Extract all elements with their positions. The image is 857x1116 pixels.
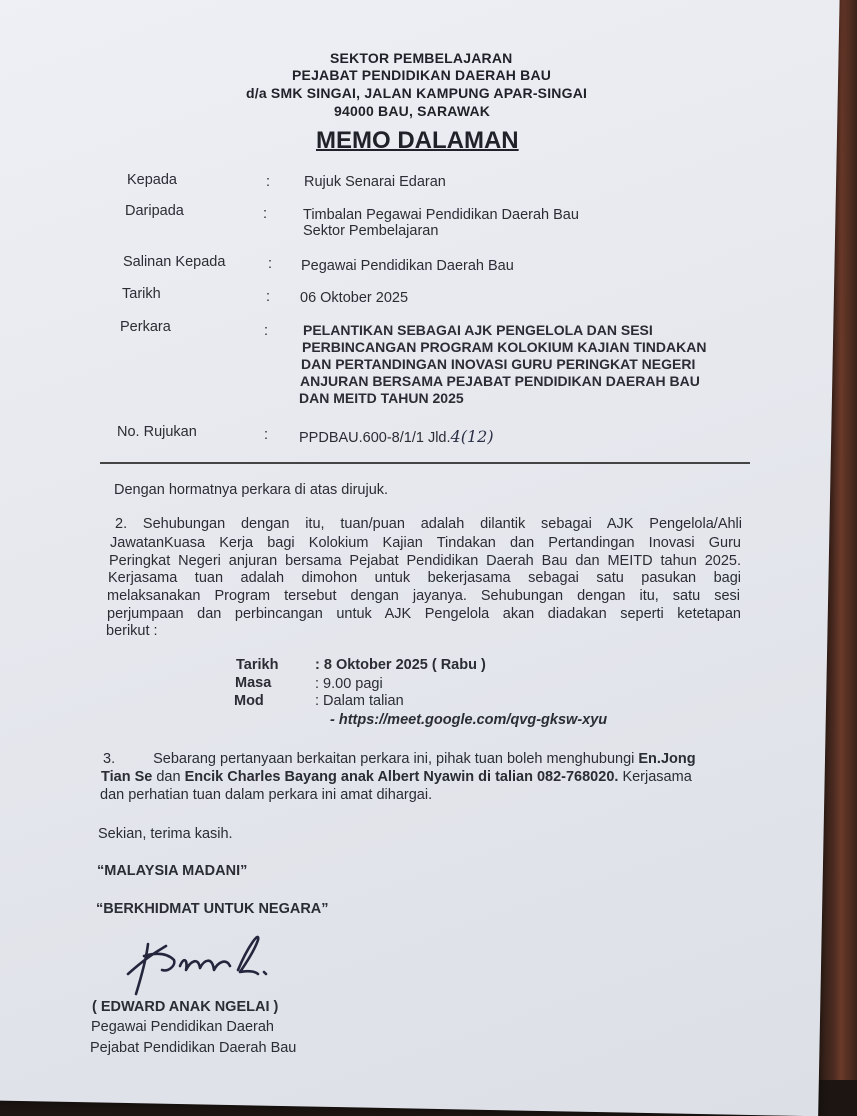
para3-contact-1b: Tian Se [101, 769, 153, 785]
para3-line-2 [101, 768, 692, 787]
header-line-2: PEJABAT PENDIDIKAN DAERAH BAU [292, 67, 552, 83]
signer-name: ( EDWARD ANAK NGELAI ) [92, 999, 279, 1015]
para2-line-6: perjumpaan dan perbincangan untuk AJK Pengelola akan diadakan seperti ketetapan [107, 606, 741, 622]
schedule-masa-label: Masa [235, 675, 272, 691]
daripada-value-2: Sektor Pembelajaran [303, 223, 439, 239]
para2-line-4: Kerjasama tuan adalah dimohon untuk bekerjasama sebagai satu pasukan bagi [108, 570, 741, 586]
salutation: Dengan hormatnya perkara di atas dirujuk. [114, 482, 389, 498]
para3-text-3: Kerjasama [618, 769, 692, 785]
tarikh-value: 06 Oktober 2025 [300, 290, 409, 306]
para2-line-2: JawatanKuasa Kerja bagi Kolokium Kajian Tindakan dan Pertandingan Inovasi Guru [110, 535, 741, 551]
schedule-mod-label: Mod [234, 693, 264, 709]
salinan-colon: : [268, 256, 273, 272]
signer-title-2: Pejabat Pendidikan Daerah Bau [90, 1040, 297, 1056]
perkara-colon: : [264, 323, 269, 339]
signature [118, 926, 278, 996]
schedule-mod-value: : Dalam talian [315, 693, 404, 709]
perkara-line-5: DAN MEITD TAHUN 2025 [299, 390, 464, 406]
perkara-line-1: PELANTIKAN SEBAGAI AJK PENGELOLA DAN SESI [303, 322, 653, 338]
para2-line-5: melaksanakan Program tersebut dengan jayanya. Sehubungan dengan itu, satu sesi [107, 588, 740, 604]
schedule-tarikh-value: : 8 Oktober 2025 ( Rabu ) [315, 657, 486, 673]
para2-line-3: Peringkat Negeri anjuran bersama Pejabat Pendidikan Daerah Bau dan MEITD tahun 2025. [109, 553, 741, 569]
rujukan-value [299, 427, 494, 446]
perkara-label: Perkara [120, 319, 171, 335]
salinan-value: Pegawai Pendidikan Daerah Bau [301, 258, 514, 274]
motto-malaysia-madani: “MALAYSIA MADANI” [97, 863, 248, 879]
closing: Sekian, terima kasih. [98, 826, 233, 842]
kepada-value: Rujuk Senarai Edaran [304, 174, 446, 190]
rujukan-handwritten: 4(12) [450, 427, 494, 446]
perkara-line-4: ANJURAN BERSAMA PEJABAT PENDIDIKAN DAERAH BAU [300, 373, 700, 389]
kepada-colon: : [266, 174, 271, 190]
schedule-masa-value: : 9.00 pagi [315, 676, 383, 692]
para3-line-1 [103, 750, 748, 769]
perkara-line-2: PERBINCANGAN PROGRAM KOLOKIUM KAJIAN TINDAKAN [302, 339, 707, 355]
para3-text-1: Sebarang pertanyaan berkaitan perkara ini, pihak tuan boleh menghubungi [153, 751, 639, 767]
schedule-tarikh-label: Tarikh [236, 657, 279, 673]
daripada-value-1: Timbalan Pegawai Pendidikan Daerah Bau [303, 207, 579, 223]
tarikh-label: Tarikh [122, 286, 161, 302]
perkara-line-3: DAN PERTANDINGAN INOVASI GURU PERINGKAT NEGERI [301, 356, 696, 372]
signer-title-1: Pegawai Pendidikan Daerah [91, 1019, 274, 1035]
daripada-colon: : [263, 206, 268, 222]
daripada-label: Daripada [125, 203, 184, 219]
para3-contact-1a: En.Jong [638, 751, 696, 767]
para3-contact-2: Encik Charles Bayang anak Albert Nyawin di talian 082-768020. [184, 769, 619, 785]
para2-line-1: 2. Sehubungan dengan itu, tuan/puan adalah dilantik sebagai AJK Pengelola/Ahli [115, 516, 742, 532]
rujukan-printed: PPDBAU.600-8/1/1 Jld. [299, 430, 451, 446]
para3-number: 3. [103, 751, 116, 767]
salinan-label: Salinan Kepada [123, 254, 226, 270]
meeting-link[interactable]: - https://meet.google.com/qvg-gksw-xyu [330, 712, 608, 728]
rujukan-label: No. Rujukan [117, 424, 197, 440]
rujukan-colon: : [264, 427, 269, 443]
header-line-3: d/a SMK SINGAI, JALAN KAMPUNG APAR-SINGAI [246, 85, 588, 101]
motto-berkhidmat: “BERKHIDMAT UNTUK NEGARA” [96, 901, 329, 917]
para3-text-2: dan [152, 769, 185, 785]
para2-line-7: berikut : [106, 623, 158, 639]
tarikh-colon: : [266, 289, 271, 305]
page-title: MEMO DALAMAN [316, 127, 519, 154]
para3-line-3: dan perhatian tuan dalam perkara ini amat dihargai. [100, 787, 433, 803]
header-line-1: SEKTOR PEMBELAJARAN [330, 50, 513, 66]
kepada-label: Kepada [127, 172, 177, 188]
header-line-4: 94000 BAU, SARAWAK [334, 103, 491, 119]
divider-line [100, 462, 750, 464]
